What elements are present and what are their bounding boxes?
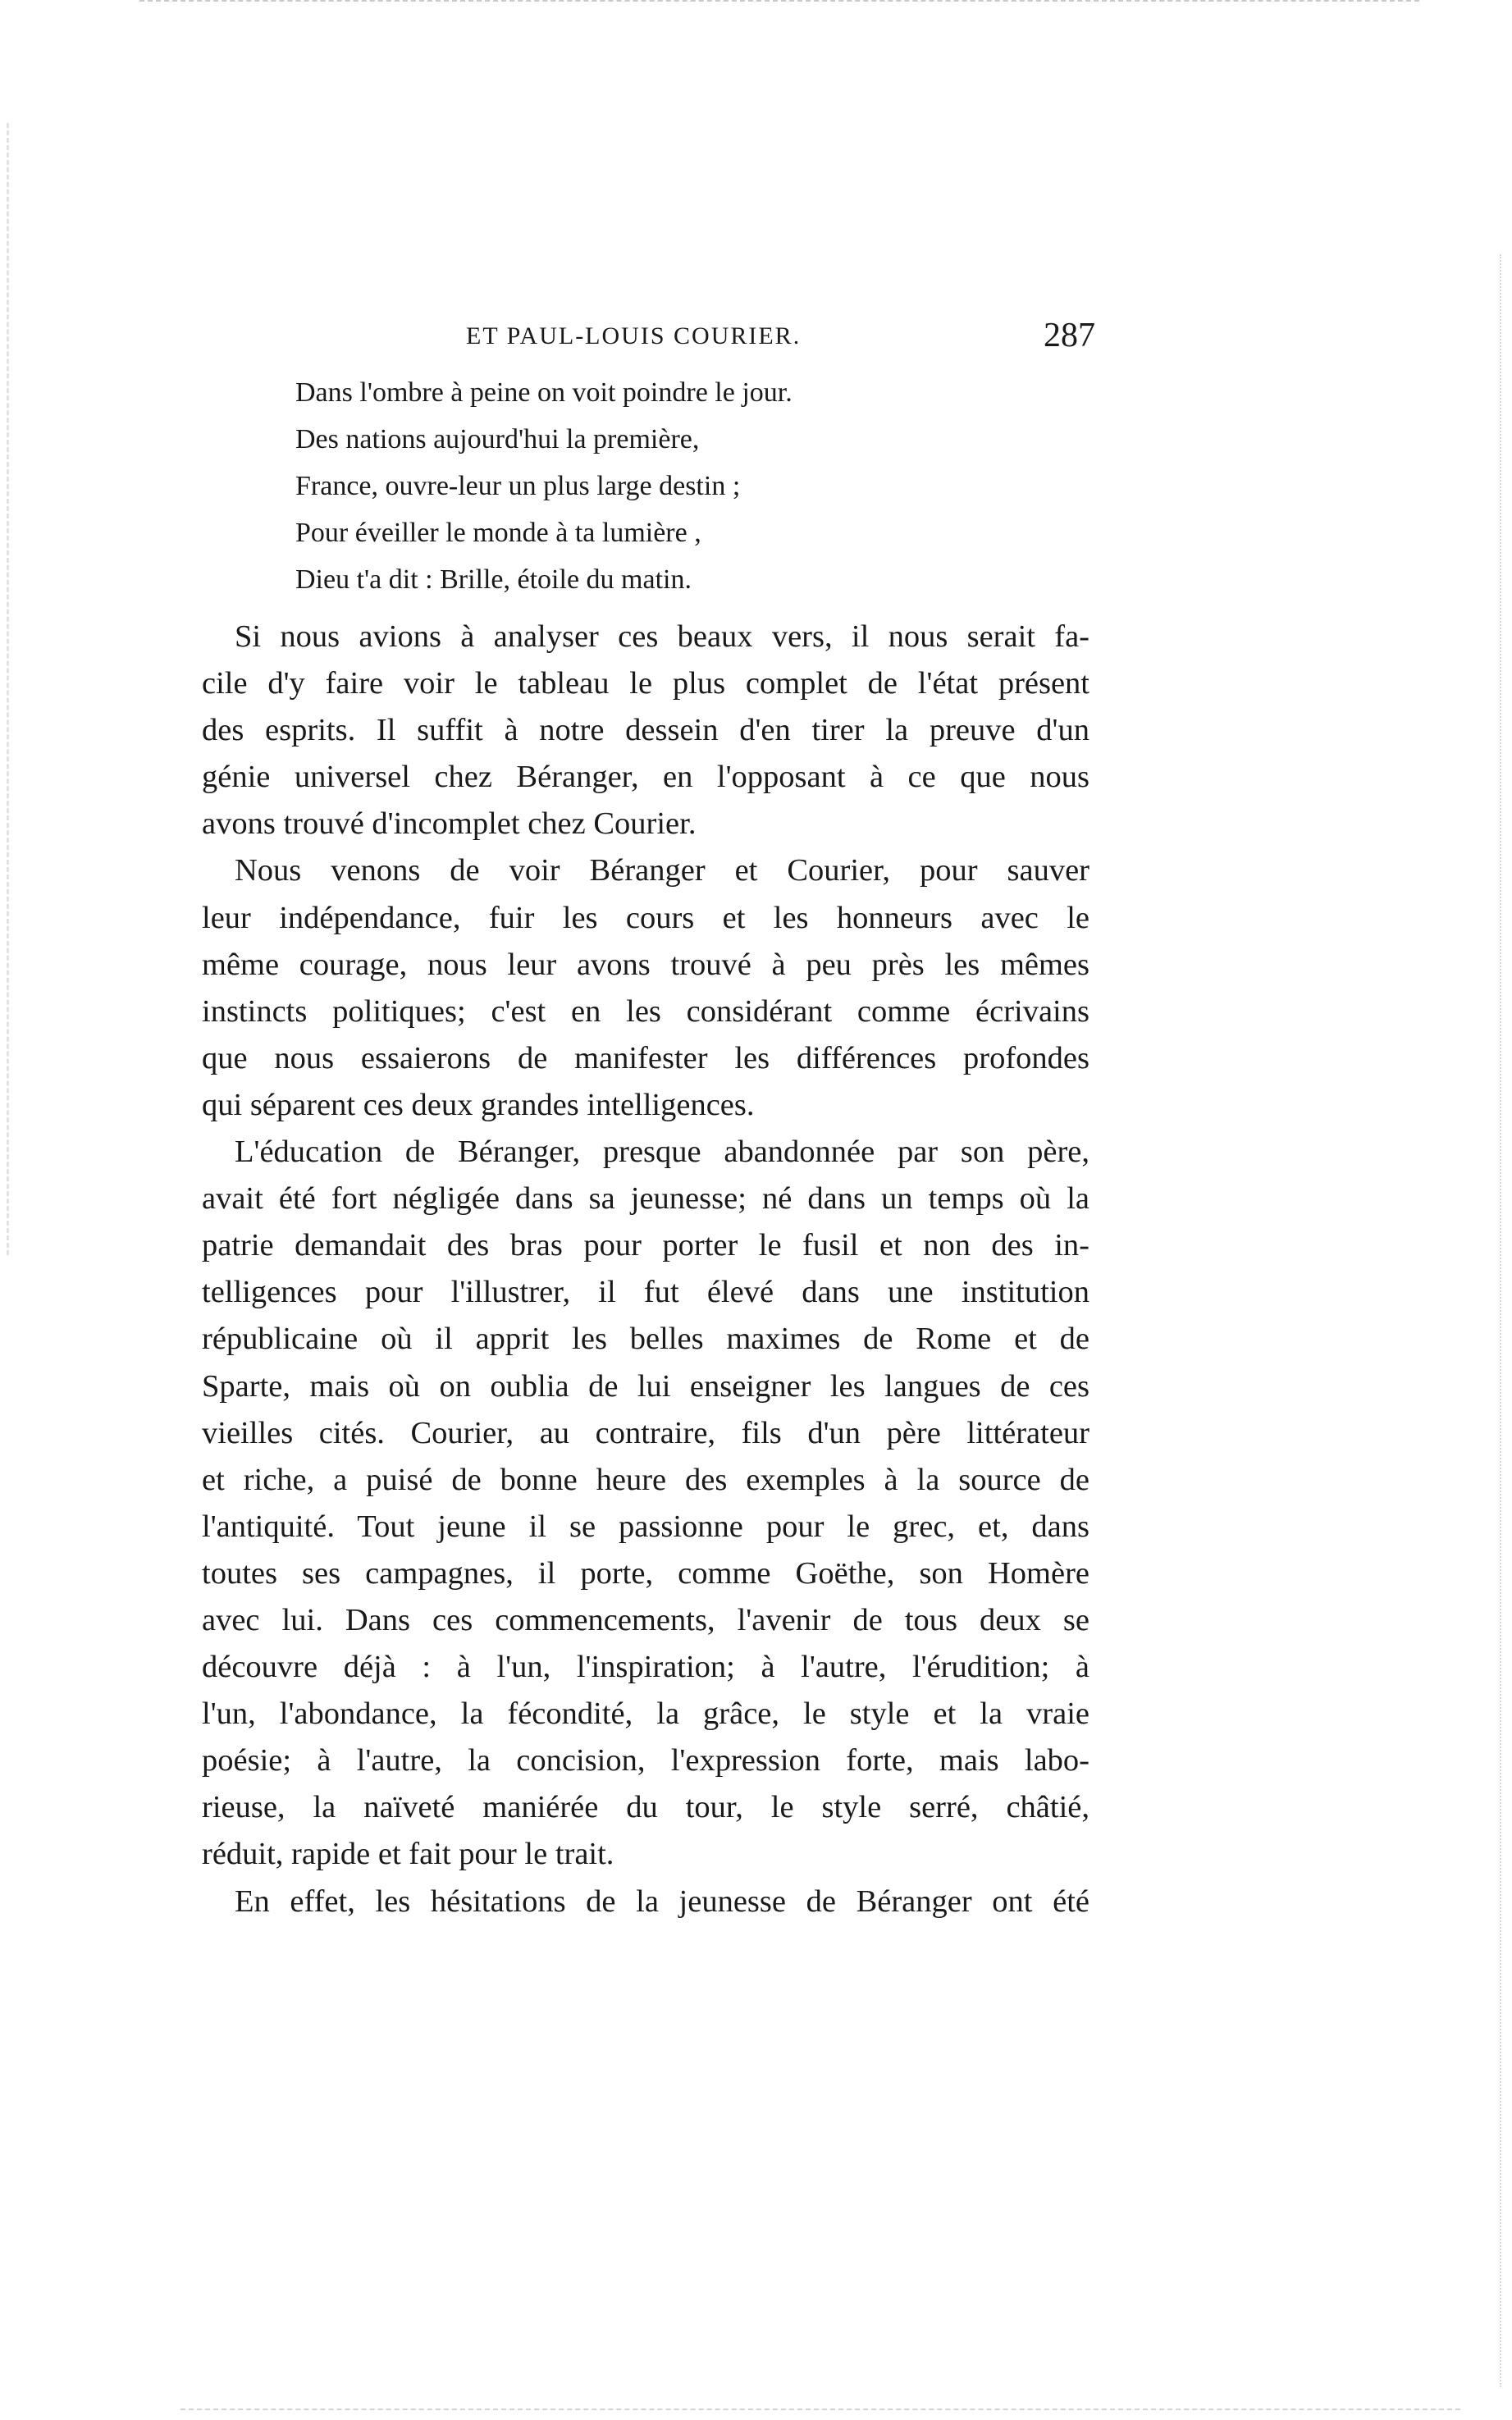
paragraph [202,1129,1089,1879]
text-line: génie universel chez Béranger, en l'opposant à ce que nous [202,760,1089,795]
text-line: toutes ses campagnes, il porte, comme Goëthe, son Homère [202,1555,1089,1591]
scan-edge-right [1500,254,1504,2387]
text-line: L'éducation de Béranger, presque abandonnée par son père, [235,1135,1089,1170]
text-line: avait été fort négligée dans sa jeunesse; né dans un temps où la [202,1181,1089,1217]
body-text [202,614,1089,1925]
verse-line: France, ouvre-leur un plus large destin ; [295,471,741,501]
text-line: découvre déjà : à l'un, l'inspiration; à l'autre, l'érudition; à [202,1650,1089,1685]
page-number: 287 [1044,317,1095,354]
text-line: avons trouvé d'incomplet chez Courier. [202,806,697,842]
text-line: En effet, les hésitations de la jeunesse de Béranger ont été [235,1883,1089,1919]
text-line: républicaine où il apprit les belles maximes de Rome et de [202,1322,1089,1357]
text-line: rieuse, la naïveté maniérée du tour, le style serré, châtié, [202,1790,1089,1825]
text-line: Sparte, mais où on oublia de lui enseigner les langues de ces [202,1368,1089,1404]
text-line: qui séparent ces deux grandes intelligences. [202,1087,755,1122]
text-line: même courage, nous leur avons trouvé à peu près les mêmes [202,947,1089,982]
text-line: Nous venons de voir Béranger et Courier, pour sauver [235,853,1089,888]
scan-edge-bottom [180,2409,1460,2413]
text-line: réduit, rapide et fait pour le trait. [202,1837,614,1872]
text-line: cile d'y faire voir le tableau le plus complet de l'état présent [202,666,1089,701]
text-line: que nous essaierons de manifester les différences profondes [202,1040,1089,1075]
text-line: Si nous avions à analyser ces beaux vers, il nous serait fa- [235,619,1089,654]
scan-edge-top [139,0,1419,5]
text-line: l'antiquité. Tout jeune il se passionne pour le grec, et, dans [202,1509,1089,1544]
text-line: avec lui. Dans ces commencements, l'avenir de tous deux se [202,1602,1089,1637]
running-head: ET PAUL-LOUIS COURIER. [466,322,802,349]
paragraph [202,614,1089,847]
text-line: vieilles cités. Courier, au contraire, fils d'un père littérateur [202,1415,1089,1450]
text-line: instincts politiques; c'est en les considérant comme écrivains [202,993,1089,1029]
scan-edge-left [7,123,11,1255]
verse-line: Dieu t'a dit : Brille, étoile du matin. [295,564,692,595]
text-line: telligences pour l'illustrer, il fut élevé dans une institution [202,1275,1089,1310]
text-line: des esprits. Il suffit à notre dessein d'en tirer la preuve d'un [202,713,1089,748]
text-line: l'un, l'abondance, la fécondité, la grâce, le style et la vraie [202,1696,1089,1732]
verse-line: Des nations aujourd'hui la première, [295,424,700,454]
paragraph [202,1879,1089,1925]
text-line: patrie demandait des bras pour porter le fusil et non des in- [202,1228,1089,1263]
paragraph [202,847,1089,1129]
text-line: et riche, a puisé de bonne heure des exemples à la source de [202,1462,1089,1497]
text-line: leur indépendance, fuir les cours et les honneurs avec le [202,900,1089,935]
verse-block [295,369,1034,603]
page-header [205,316,1095,365]
verse-line: Dans l'ombre à peine on voit poindre le jour. [295,377,793,408]
verse-line: Pour éveiller le monde à ta lumière , [295,518,701,548]
text-line: poésie; à l'autre, la concision, l'expression forte, mais labo- [202,1743,1089,1778]
